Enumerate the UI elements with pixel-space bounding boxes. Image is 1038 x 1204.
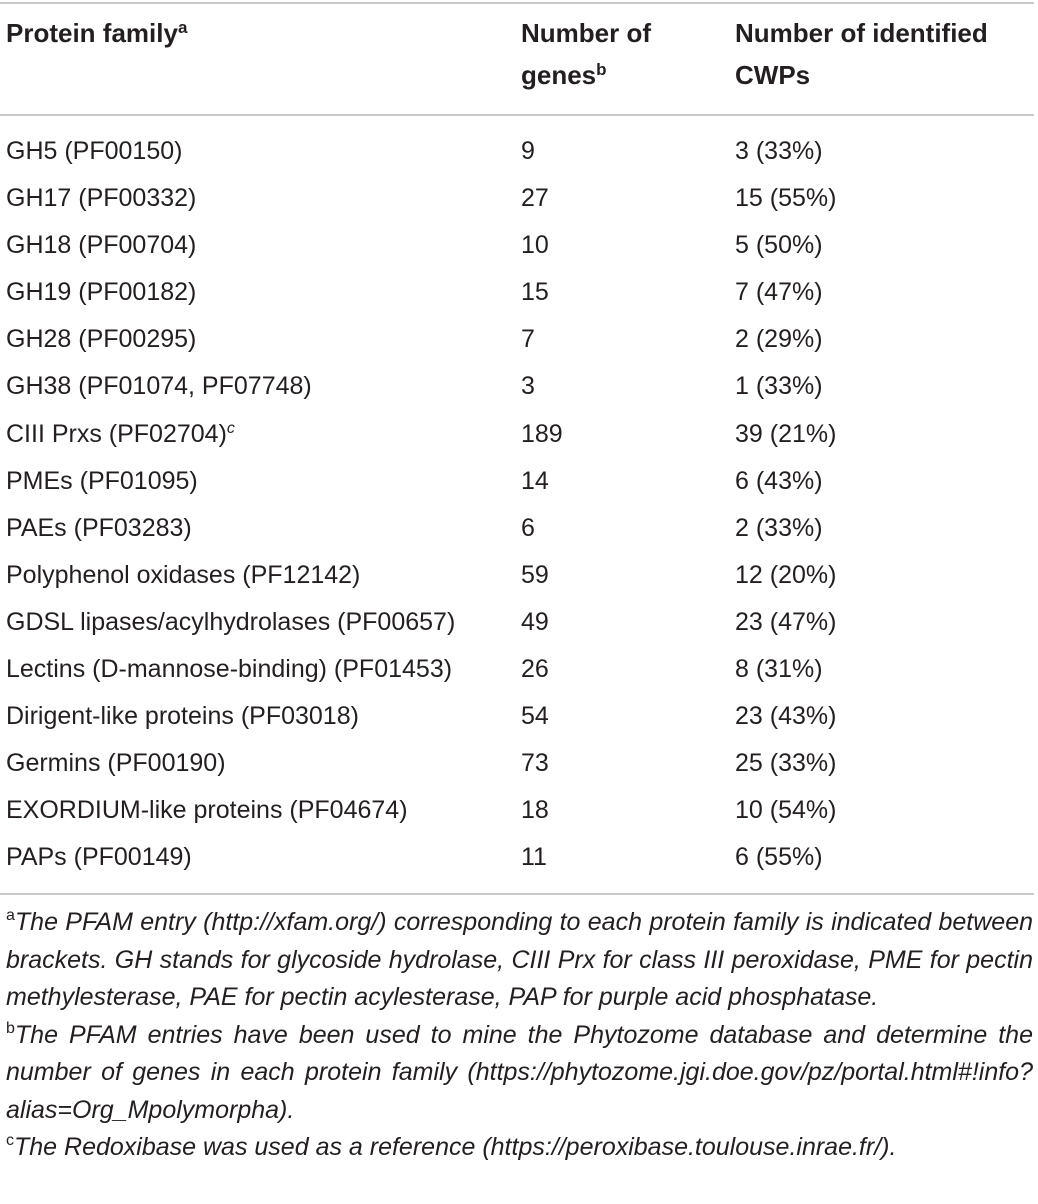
footnote-text: The PFAM entries have been used to mine the Phytozome database and determine the number of genes in each protein family (https://phytozome.jgi.doe.gov/pz/portal.html#!info?alias=Org_Mpolymorpha). <box>6 1020 1033 1124</box>
table-row <box>0 552 1034 599</box>
table-row <box>0 834 1034 881</box>
table-row <box>0 740 1034 787</box>
footnote-marker: c <box>226 419 235 437</box>
cell-protein-family: Polyphenol oxidases (PF12142) <box>6 560 361 589</box>
cell-protein-family: PAPs (PF00149) <box>6 843 192 872</box>
table-bottom-rule <box>0 893 1034 895</box>
cell-number-of-genes: 14 <box>521 466 549 495</box>
table-row <box>0 458 1034 505</box>
table-row <box>0 599 1034 646</box>
cell-identified-cwps: 2 (29%) <box>735 325 823 354</box>
footnote-mark: a <box>6 907 15 924</box>
cell-identified-cwps: 12 (20%) <box>735 560 837 589</box>
table-row <box>0 787 1034 834</box>
cell-number-of-genes: 49 <box>521 607 549 636</box>
cell-number-of-genes: 27 <box>521 184 549 213</box>
table-row <box>0 693 1034 740</box>
cell-identified-cwps: 8 (31%) <box>735 655 823 684</box>
cell-protein-family: PMEs (PF01095) <box>6 466 198 495</box>
header-identified-cwps: Number of identified CWPs <box>735 18 988 90</box>
table-row <box>0 175 1034 222</box>
cell-protein-family: Lectins (D-mannose-binding) (PF01453) <box>6 655 453 684</box>
footnote-text: The Redoxibase was used as a reference (https://peroxibase.toulouse.inrae.fr/). <box>14 1133 897 1161</box>
table-body <box>0 128 1034 882</box>
footnote-c <box>6 1129 1033 1167</box>
cell-number-of-genes: 15 <box>521 278 549 307</box>
footnote-mark: b <box>6 1019 15 1037</box>
cell-identified-cwps: 25 (33%) <box>735 749 837 778</box>
cell-number-of-genes: 10 <box>521 231 549 260</box>
cell-number-of-genes: 189 <box>521 419 563 448</box>
cell-identified-cwps: 5 (50%) <box>735 231 823 260</box>
table-row <box>0 411 1034 458</box>
cell-number-of-genes: 6 <box>521 513 535 542</box>
cell-protein-family: EXORDIUM-like proteins (PF04674) <box>6 796 408 825</box>
cell-protein-family: GH28 (PF00295) <box>6 325 197 354</box>
table-row <box>0 222 1034 269</box>
footnote-text: The PFAM entry (http://xfam.org/) corresponding to each protein family is indicated between brackets. GH stands for glycoside hydrolase, CIII Prx for class III peroxidase, PME for pectin methylesterase, PAE for pectin acylesterase, PAP for purple acid phosphatase. <box>6 908 1033 1011</box>
header-number-of-genes: Number of genes$^b$ <box>521 18 651 90</box>
cell-number-of-genes: 26 <box>521 655 549 684</box>
cell-protein-family: GH5 (PF00150) <box>6 137 183 165</box>
footnote-a <box>6 904 1033 1017</box>
cell-protein-family: CIII Prxs $(PF02704)^c$ <box>6 419 235 448</box>
cell-identified-cwps: 1 (33%) <box>735 372 823 401</box>
cell-protein-family: Germins (PF00190) <box>6 749 226 778</box>
cell-identified-cwps: 2 (33%) <box>735 513 823 542</box>
cell-number-of-genes: 3 <box>521 372 535 401</box>
cell-identified-cwps: 15 (55%) <box>735 184 837 213</box>
cell-number-of-genes: 59 <box>521 560 549 589</box>
header-protein-family: Protein family$^a$ <box>6 18 188 48</box>
table-row <box>0 505 1034 552</box>
cell-number-of-genes: 9 <box>521 137 535 165</box>
table-row <box>0 269 1034 316</box>
header-rule <box>0 114 1034 116</box>
table-footnotes <box>6 904 1033 1167</box>
cell-protein-family: GH19 (PF00182) <box>6 278 197 307</box>
cell-number-of-genes: 18 <box>521 796 549 825</box>
table-row <box>0 128 1034 175</box>
footnote-mark: c <box>6 1132 14 1149</box>
table-top-rule <box>0 2 1034 4</box>
cell-identified-cwps: 23 (43%) <box>735 702 837 731</box>
table-row <box>0 363 1034 410</box>
cell-protein-family: GDSL lipases/acylhydrolases (PF00657) <box>6 607 456 636</box>
cell-number-of-genes: 11 <box>521 843 547 872</box>
cell-identified-cwps: 10 (54%) <box>735 796 837 825</box>
cell-identified-cwps: 23 (47%) <box>735 607 837 636</box>
cell-identified-cwps: 6 (43%) <box>735 466 823 495</box>
cell-identified-cwps: 3 (33%) <box>735 137 823 165</box>
cell-number-of-genes: 7 <box>521 325 535 354</box>
cell-identified-cwps: 7 (47%) <box>735 278 823 307</box>
table-row <box>0 316 1034 363</box>
cell-protein-family: GH38 (PF01074, PF07748) <box>6 372 312 401</box>
cell-protein-family: Dirigent-like proteins (PF03018) <box>6 702 359 731</box>
cell-identified-cwps: 6 (55%) <box>735 843 823 872</box>
cell-identified-cwps: 39 (21%) <box>735 419 837 448</box>
cell-protein-family: GH18 (PF00704) <box>6 231 197 260</box>
cell-number-of-genes: 54 <box>521 702 549 731</box>
cell-protein-family: PAEs (PF03283) <box>6 513 192 542</box>
footnote-b <box>6 1017 1033 1130</box>
table-row <box>0 646 1034 693</box>
cell-number-of-genes: 73 <box>521 749 549 778</box>
cell-protein-family: GH17 (PF00332) <box>6 184 197 213</box>
